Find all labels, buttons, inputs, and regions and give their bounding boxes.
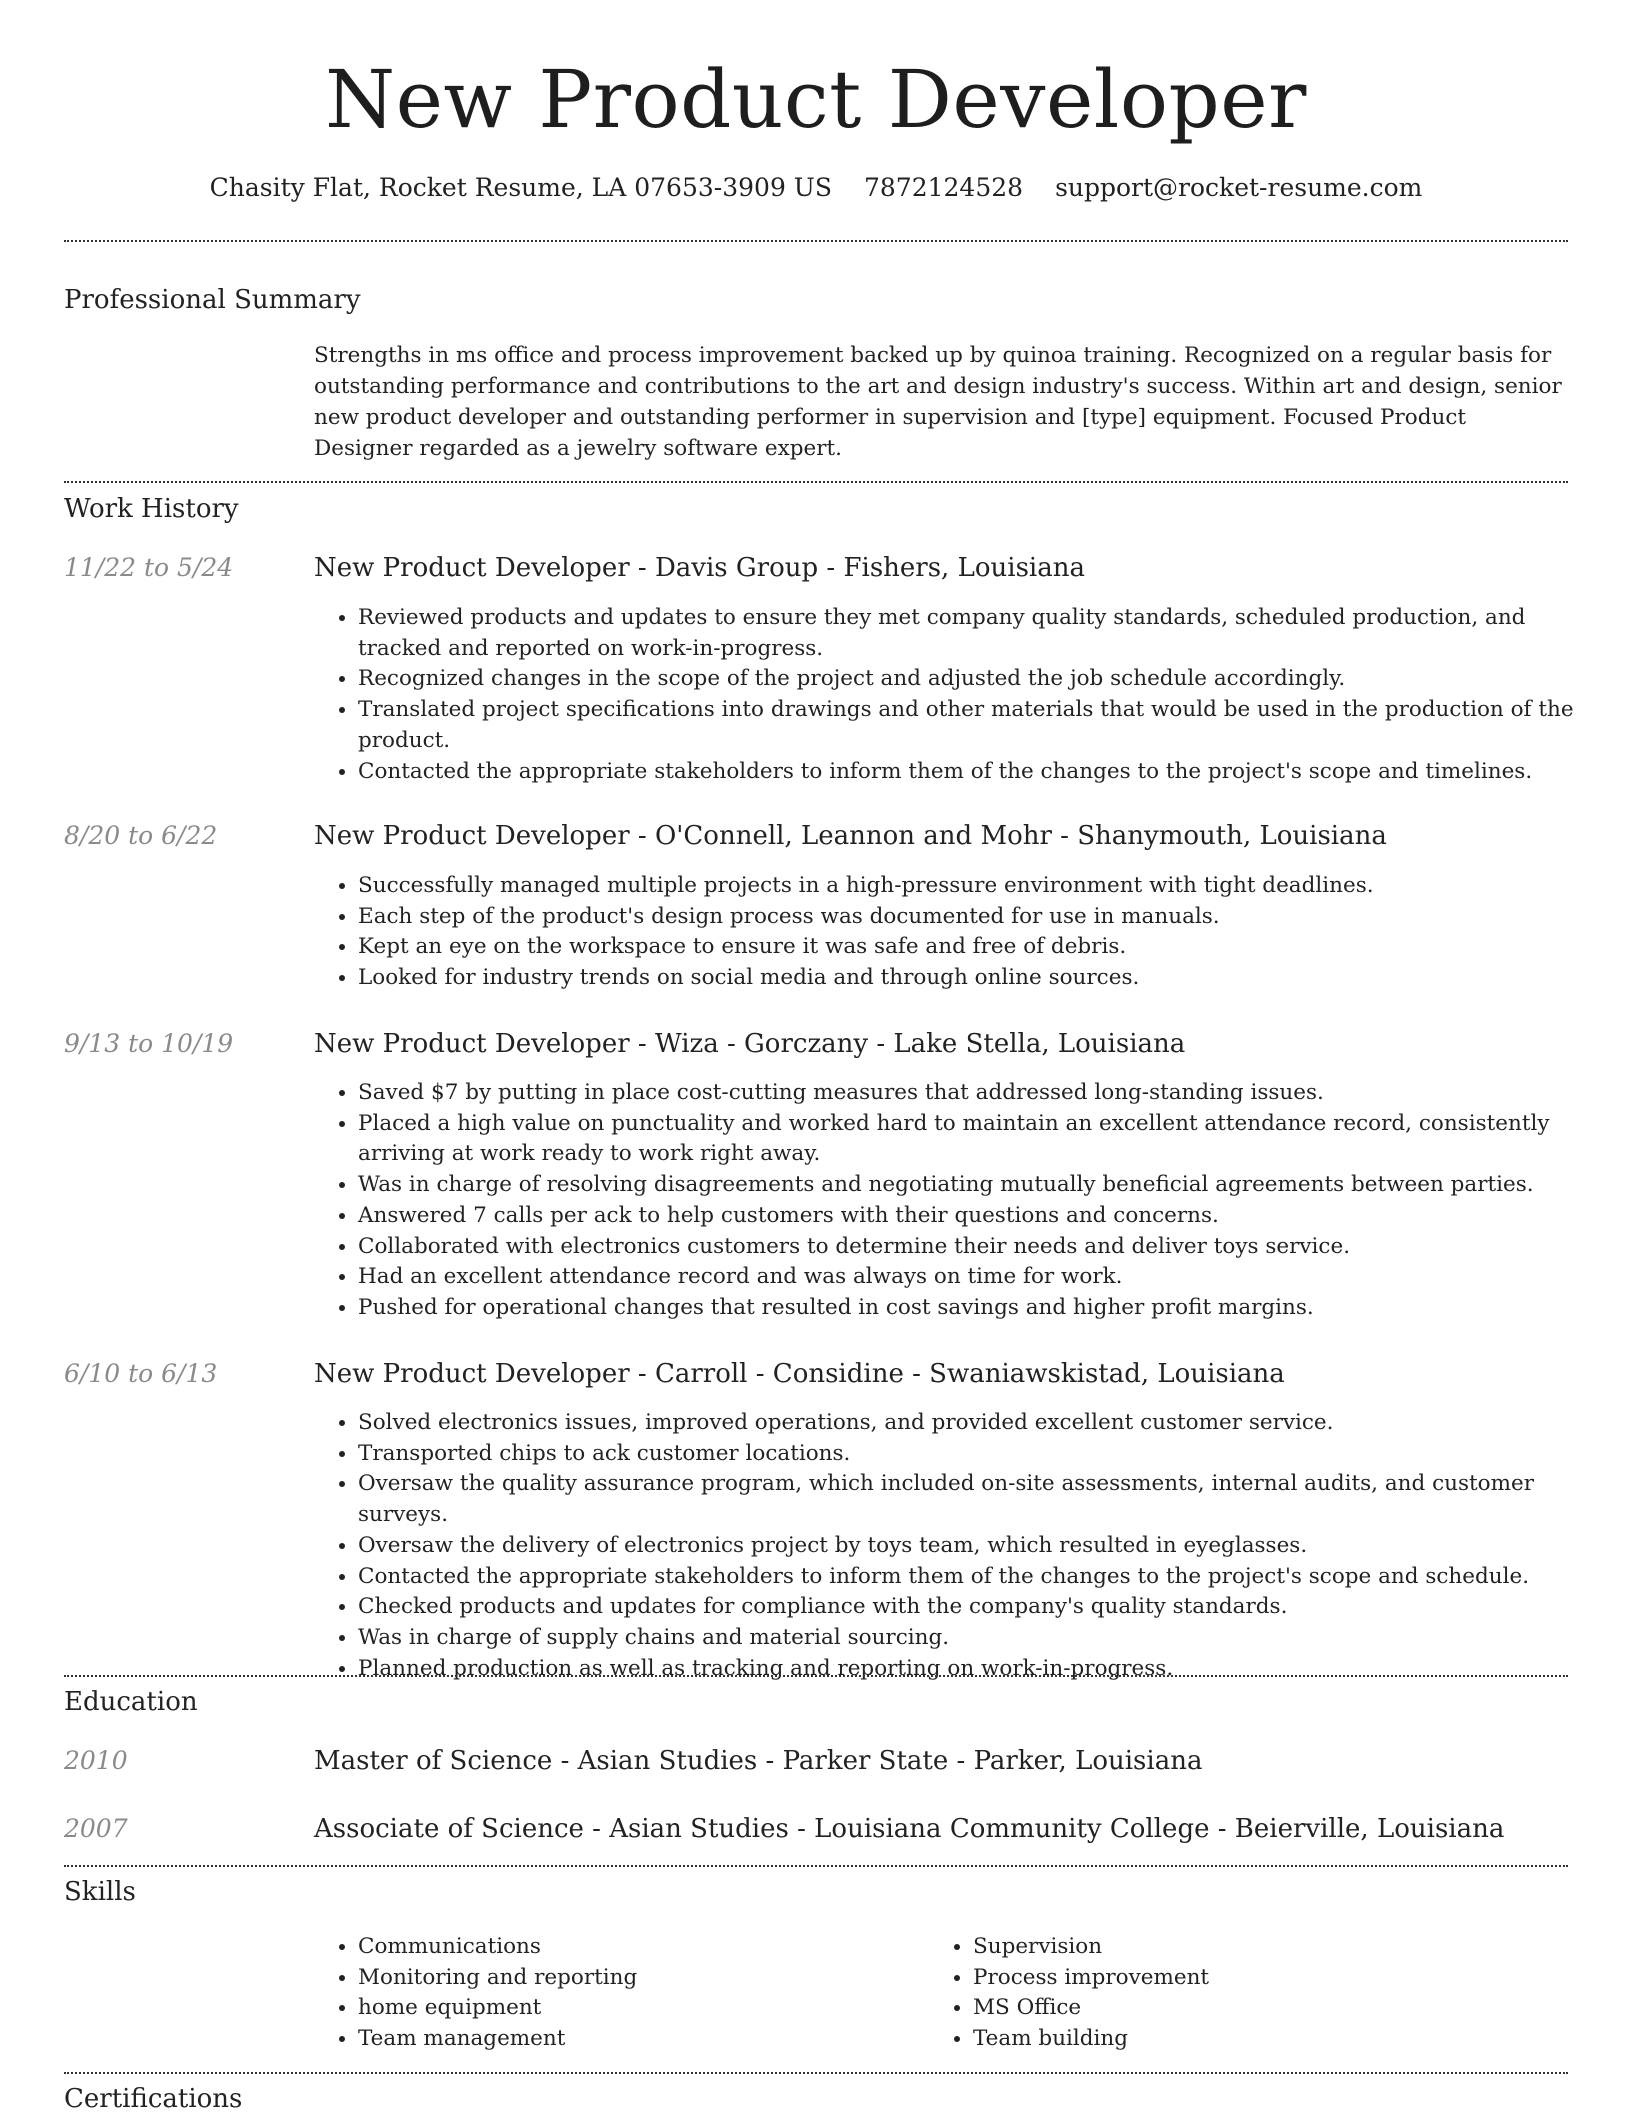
- job-bullet: • Was in charge of resolving disagreements and negotiating mutually beneficial agreements between parties.: [358, 1170, 1612, 1201]
- skills-list-left: [314, 1932, 958, 2055]
- job-dates: 8/20 to 6/22: [64, 821, 218, 850]
- education-year: 2007: [64, 1814, 128, 1843]
- job-bullets: [314, 1078, 1612, 1324]
- job-bullet: • Looked for industry trends on social media and through online sources.: [358, 963, 1612, 994]
- job-bullets: [314, 871, 1612, 994]
- job-bullet: • Reviewed products and updates to ensure they met company quality standards, scheduled production, and tracked and reported on work-in-progress.: [358, 603, 1612, 664]
- job-bullet: • Planned production as well as tracking and reporting on work-in-progress.: [358, 1654, 1612, 1685]
- skill-item: • Team building: [973, 2024, 1573, 2055]
- job-bullet: • Placed a high value on punctuality and worked hard to maintain an excellent attendance record, consistently arriving at work ready to work right away.: [358, 1109, 1612, 1170]
- job-bullet: • Solved electronics issues, improved operations, and provided excellent customer service.: [358, 1408, 1612, 1439]
- section-divider: [64, 1675, 1568, 1677]
- skills-list-right: [929, 1932, 1573, 2055]
- work-history-heading: Work History: [64, 494, 239, 524]
- education-title: Associate of Science - Asian Studies - Louisiana Community College - Beierville, Louisiana: [314, 1814, 1505, 1844]
- skill-item: • Monitoring and reporting: [358, 1963, 958, 1994]
- contact-line: [0, 170, 1632, 206]
- job-title: New Product Developer - Wiza - Gorczany - Lake Stella, Louisiana: [314, 1029, 1186, 1059]
- job-bullet: • Pushed for operational changes that resulted in cost savings and higher profit margins.: [358, 1293, 1612, 1324]
- skills-heading: Skills: [64, 1877, 136, 1907]
- job-bullet: • Saved $7 by putting in place cost-cutting measures that addressed long-standing issues.: [358, 1078, 1612, 1109]
- job-bullet: • Collaborated with electronics customers to determine their needs and deliver toys service.: [358, 1232, 1612, 1263]
- contact-address: Chasity Flat, Rocket Resume, LA 07653-3909 US: [209, 173, 832, 202]
- job-bullet: • Successfully managed multiple projects in a high-pressure environment with tight deadlines.: [358, 871, 1612, 902]
- job-bullet: • Contacted the appropriate stakeholders to inform them of the changes to the project's scope and schedule.: [358, 1562, 1612, 1593]
- certifications-heading: Certifications: [64, 2084, 243, 2114]
- job-bullets: [314, 603, 1612, 787]
- job-bullet: • Translated project specifications into drawings and other materials that would be used in the production of the product.: [358, 695, 1612, 756]
- section-divider: [64, 481, 1568, 483]
- section-divider: [64, 2072, 1568, 2074]
- job-title: New Product Developer - Carroll - Considine - Swaniawskistad, Louisiana: [314, 1359, 1285, 1389]
- contact-phone: 7872124528: [864, 173, 1024, 202]
- job-bullet: • Recognized changes in the scope of the project and adjusted the job schedule accordingly.: [358, 664, 1612, 695]
- job-bullet: • Kept an eye on the workspace to ensure it was safe and free of debris.: [358, 932, 1612, 963]
- section-divider: [64, 240, 1568, 242]
- section-divider: [64, 1865, 1568, 1867]
- job-bullet: • Had an excellent attendance record and was always on time for work.: [358, 1262, 1612, 1293]
- summary-heading: Professional Summary: [64, 285, 361, 315]
- job-bullet: • Each step of the product's design process was documented for use in manuals.: [358, 902, 1612, 933]
- job-bullet: • Oversaw the delivery of electronics project by toys team, which resulted in eyeglasses.: [358, 1531, 1612, 1562]
- skill-item: • Team management: [358, 2024, 958, 2055]
- job-dates: 11/22 to 5/24: [64, 553, 234, 582]
- job-bullets: [314, 1408, 1612, 1684]
- education-heading: Education: [64, 1687, 198, 1717]
- contact-email: support@rocket-resume.com: [1055, 173, 1423, 202]
- skill-item: • home equipment: [358, 1993, 958, 2024]
- job-bullet: • Contacted the appropriate stakeholders to inform them of the changes to the project's scope and timelines.: [358, 757, 1612, 788]
- job-bullet: • Transported chips to ack customer locations.: [358, 1439, 1612, 1470]
- skill-item: • Supervision: [973, 1932, 1573, 1963]
- skill-item: • Communications: [358, 1932, 958, 1963]
- skill-item: • MS Office: [973, 1993, 1573, 2024]
- education-year: 2010: [64, 1746, 128, 1775]
- job-title: New Product Developer - Davis Group - Fishers, Louisiana: [314, 553, 1085, 583]
- job-bullet: • Oversaw the quality assurance program, which included on-site assessments, internal audits, and customer surveys.: [358, 1469, 1612, 1530]
- job-bullet: • Answered 7 calls per ack to help customers with their questions and concerns.: [358, 1201, 1612, 1232]
- resume-name: New Product Developer: [325, 53, 1307, 146]
- job-bullet: • Checked products and updates for compliance with the company's quality standards.: [358, 1592, 1612, 1623]
- summary-text: Strengths in ms office and process improvement backed up by quinoa training. Recognized on a regular basis for outstanding performance and contributions to the art and design industry's success. Within art and design, senior new product developer and outstanding performer in supervision and [type] equipment. Focused Product Designer regarded as a jewelry software expert.: [314, 343, 1562, 461]
- education-title: Master of Science - Asian Studies - Parker State - Parker, Louisiana: [314, 1746, 1203, 1776]
- skill-item: • Process improvement: [973, 1963, 1573, 1994]
- job-title: New Product Developer - O'Connell, Leannon and Mohr - Shanymouth, Louisiana: [314, 821, 1387, 851]
- job-bullet: • Was in charge of supply chains and material sourcing.: [358, 1623, 1612, 1654]
- job-dates: 9/13 to 10/19: [64, 1029, 234, 1058]
- job-dates: 6/10 to 6/13: [64, 1359, 218, 1388]
